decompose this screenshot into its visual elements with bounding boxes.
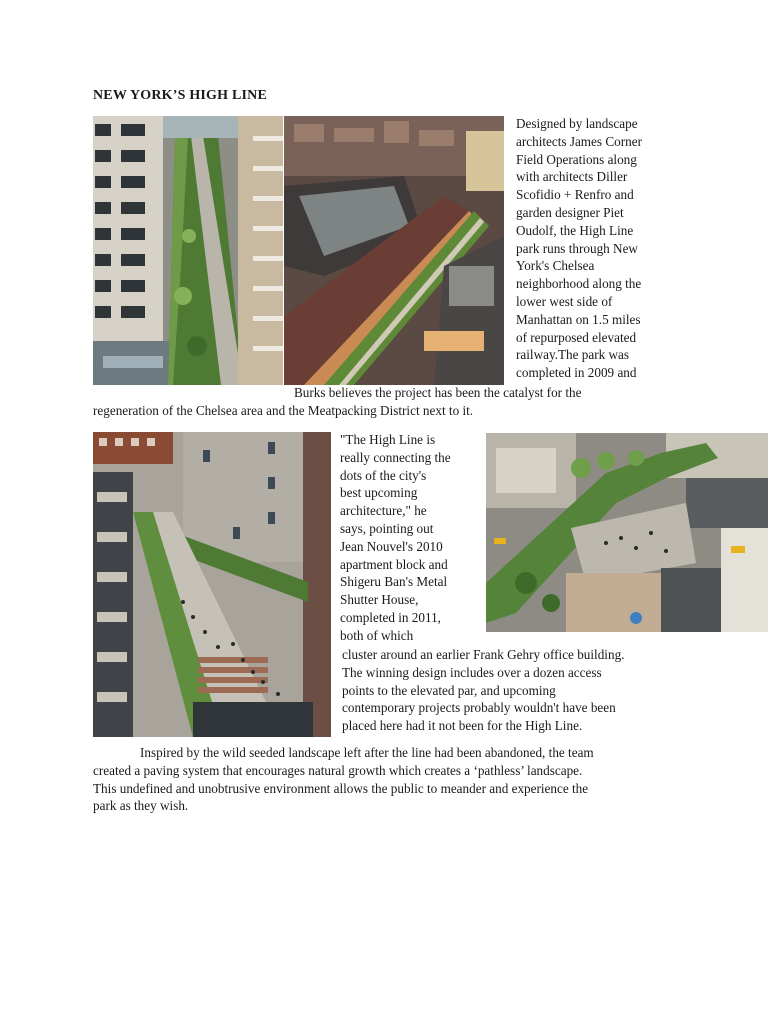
section1-col-line: Oudolf, the High Line [516, 222, 634, 238]
section1-wrap-line: regeneration of the Chelsea area and the Meatpacking District next to it. [93, 403, 474, 418]
section2-col-line: best upcoming [340, 485, 418, 501]
section2-wide-line: The winning design includes over a dozen access [342, 664, 602, 680]
section1-col-line: with architects Diller [516, 169, 628, 185]
section2-col-line: really connecting the [340, 449, 451, 465]
page-title: NEW YORK’S HIGH LINE [93, 88, 267, 103]
section1-wrap-line: Burks believes the project has been the catalyst for the [294, 385, 582, 400]
section1-col-line: railway.The park was [516, 347, 630, 363]
photo-highline-aerial-dusk [284, 116, 504, 385]
section3-line: Inspired by the wild seeded landscape left after the line had been abandoned, the team [140, 745, 594, 760]
section1-col-line: park runs through New [516, 240, 638, 256]
section2-wide-line: cluster around an earlier Frank Gehry office building. [342, 647, 625, 662]
photo-highline-crowd-aerial [93, 432, 331, 737]
section1-column [516, 115, 686, 382]
section2-col-line: Shigeru Ban's Metal [340, 574, 448, 590]
section1-col-line: architects James Corner [516, 133, 642, 149]
photo-highline-aerial-dusk-graphic [284, 116, 504, 385]
section2-col-line: architecture," he [340, 503, 427, 519]
section3-line: This undefined and unobtrusive environment allows the public to meander and experience the [93, 780, 589, 796]
section2-wide-line: placed here had it not been for the High Line. [342, 718, 583, 734]
section2-col-line: says, pointing out [340, 520, 434, 536]
section1-col-line: lower west side of [516, 293, 613, 309]
section1-col-line: Field Operations along [516, 151, 637, 167]
section2-col-line: dots of the city's [340, 467, 427, 483]
section2-column [340, 431, 480, 645]
section2-col-line: "The High Line is [340, 432, 436, 447]
section1-col-line: Designed by landscape [516, 116, 638, 131]
photo-highline-overhead-graphic [486, 433, 768, 632]
section1-col-line: Manhattan on 1.5 miles [516, 311, 641, 327]
photo-highline-vertical-graphic [93, 116, 283, 385]
section3-line: park as they wish. [93, 798, 189, 814]
section1-col-line: of repurposed elevated [516, 329, 637, 345]
photo-highline-overhead [486, 433, 768, 632]
section2-wide-line: contemporary projects probably wouldn't have been [342, 700, 616, 716]
section2-col-line: apartment block and [340, 556, 448, 572]
section2-col-line: Jean Nouvel's 2010 [340, 538, 443, 554]
section1-col-line: garden designer Piet [516, 204, 624, 220]
photo-highline-crowd-aerial-graphic [93, 432, 331, 737]
section2-wide-block [342, 646, 624, 735]
section3-line: created a paving system that encourages natural growth which creates a ‘pathless’ landscape. [93, 762, 583, 778]
section2-col-line: completed in 2011, [340, 609, 441, 625]
section1-col-line: York's Chelsea [516, 258, 595, 274]
section1-col-line: Scofidio + Renfro and [516, 187, 634, 203]
section2-col-line: Shutter House, [340, 592, 419, 608]
section1-col-line: completed in 2009 and [516, 365, 637, 381]
photo-highline-vertical [93, 116, 283, 385]
section1-col-line: neighborhood along the [516, 276, 642, 292]
section3-paragraph [93, 744, 594, 815]
section2-wide-line: points to the elevated par, and upcoming [342, 682, 556, 698]
section2-col-line: both of which [340, 627, 414, 643]
